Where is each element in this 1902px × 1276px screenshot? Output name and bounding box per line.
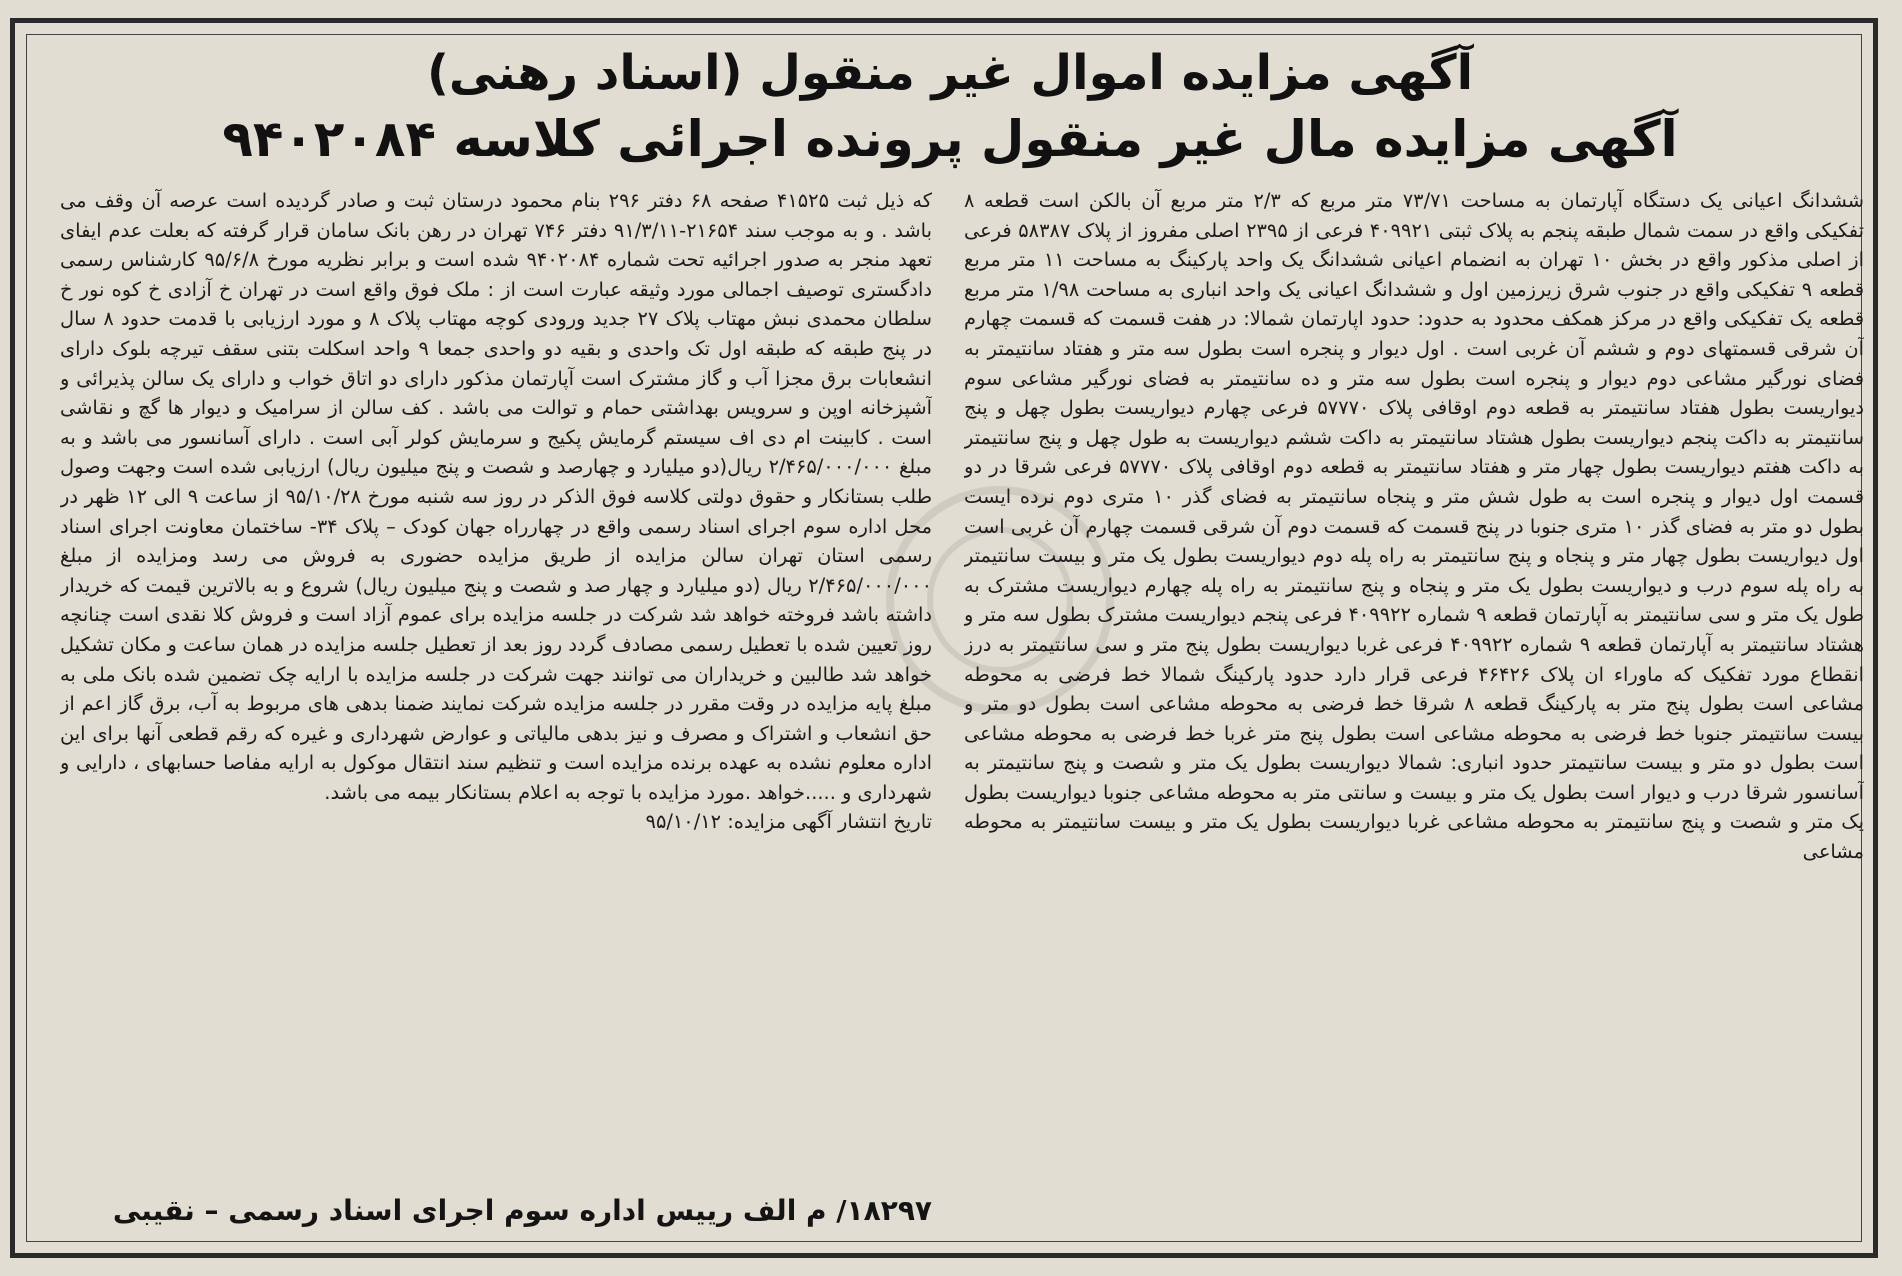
publish-date: تاریخ انتشار آگهی مزایده: ۹۵/۱۰/۱۲ <box>645 810 932 834</box>
right-text-column <box>964 186 1864 1216</box>
left-text-column <box>60 186 932 1216</box>
notice-title-line1: آگهی مزایده اموال غیر منقول (اسناد رهنی) <box>426 45 1474 101</box>
signature-line: ۱۸۲۹۷/ م الف رییس اداره سوم اجرای اسناد رسمی – نقیبی <box>112 1194 932 1227</box>
notice-title-line2: آگهی مزایده مال غیر منقول پرونده اجرائی کلاسه ۹۴۰۲۰۸۴ <box>222 110 1678 168</box>
property-boundaries-text: ششدانگ اعیانی یک دستگاه آپارتمان به مساحت ۷۳/۷۱ متر مربع که ۲/۳ متر مربع آن بالکن است قطعه ۸ تفکیکی واقع در سمت شمال طبقه پنجم به پلاک ثبتی ۴۰۹۹۲۱ فرعی از ۲۳۹۵ اصلی مفروز از پلاک ۵۸۳۸۷ فرعی از اصلی مذکور واقع در بخش ۱۰ تهران به انضمام اعیانی ششدانگ یک واحد پارکینگ به مساحت ۱۱ متر مربع قطعه ۹ تفکیکی واقع در جنوب شرق زیرزمین اول و ششدانگ اعیانی یک واحد انباری به مساحت ۱/۹۸ متر مربع قطعه یک تفکیکی واقع در مرکز همکف محدود به حدود: حدود اپارتمان شمالا: در هفت قسمت که قسمت چهارم آن شرقی قسمتهای دوم و ششم آن غربی است . اول دیوار و پنجره است بطول سه متر و هفتاد سانتیمتر به فضای نورگیر مشاعی دوم دیوار و پنجره است بطول سه متر و ده سانتیمتر به فضای نورگیر مشاعی سوم دیواریست بطول هفتاد سانتیمتر به قطعه دوم اوقافی پلاک ۵۷۷۷۰ فرعی چهارم دیواریست بطول چهل و پنج سانتیمتر به داکت پنجم دیواریست بطول هشتاد سانتیمتر به داکت ششم دیواریست به طول چهل و پنج سانتیمتر به داکت هفتم دیواریست بطول چهار متر و هفتاد سانتیمتر به قطعه دوم اوقافی پلاک ۵۷۷۷۰ فرعی شرقا در دو قسمت اول دیوار و پنجره است به طول شش متر و پنجاه سانتیمتر به فضای گذر ۱۰ متری دوم نرده ایست بطول دو متر به فضای گذر ۱۰ متری جنوبا در پنج قسمت که قسمت دوم آن شرقی قسمت چهارم آن غربی است اول دیواریست بطول چهار متر و پنجاه و پنج سانتیمتر به راه پله دوم دیواریست بطول یک متر و بیست سانتیمتر به راه پله سوم درب و دیواریست بطول یک متر و پنجاه و پنج سانتیمتر به راه پله چهارم دیواریست مشترک به طول یک متر و سی سانتیمتر به آپارتمان قطعه ۹ شماره ۴۰۹۹۲۲ فرعی پنجم دیواریست مشترک بطول سه متر و هشتاد سانتیمتر به آپارتمان قطعه ۹ شماره ۴۰۹۹۲۲ فرعی غربا دیواریست بطول پنج متر و سی سانتیمتر به درز انقطاع مورد تفکیک که ماوراء ان پلاک ۴۶۴۲۶ فرعی قرار دارد حدود پارکینگ شمالا خط فرضی به محوطه مشاعی است بطول پنج متر به پارکینگ قطعه ۸ شرقا خط فرضی به محوطه مشاعی است بطول دو متر و بیست سانتیمتر جنوبا خط فرضی به محوطه مشاعی است بطول پنج متر غربا خط فرضی به محوطه مشاعی است بطول دو متر و بیست سانتیمتر حدود انباری: شمالا دیواریست بطول یک متر و شصت و پنج سانتیمتر به آسانسور شرقا درب و دیوار است بطول یک متر و بیست و سانتی متر به محوطه مشاعی جنوبا دیواریست بطول یک متر و شصت و پنج سانتیمتر به محوطه مشاعی غربا دیواریست بطول یک متر و بیست سانتیمتر به محوطه مشاعی <box>964 189 1864 864</box>
auction-terms-text: که ذیل ثبت ۴۱۵۲۵ صفحه ۶۸ دفتر ۲۹۶ بنام محمود درستان ثبت و صادر گردیده است عرصه آن وقف می باشد . و به موجب سند ۲۱۶۵۴-۹۱/۳/۱۱ دفتر ۷۴۶ تهران در رهن بانک سامان قرار گرفته که بعلت عدم ایفای تعهد منجر به صدور اجرائیه تحت شماره ۹۴۰۲۰۸۴ شده است و برابر نظریه مورخ ۹۵/۶/۸ کارشناس رسمی دادگستری توصیف اجمالی مورد وثیقه عبارت است از : ملک فوق واقع است در تهران خ آزادی خ کوه نور خ سلطان محمدی نبش مهتاب پلاک ۲۷ جدید ورودی کوچه مهتاب پلاک ۸ و مورد ارزیابی با قدمت حدود ۸ سال در پنج طبقه که طبقه اول تک واحدی و بقیه دو واحدی جمعا ۹ واحد اسکلت بتنی سقف تیرچه بلوک دارای انشعابات برق مجزا آب و گاز مشترک است آپارتمان مذکور دارای دو اتاق خواب و دارای یک سالن پذیرائی و آشپزخانه اوپن و سرویس بهداشتی حمام و توالت می باشد . کف سالن از سرامیک و دیوار ها گچ و نقاشی است . کابینت ام دی اف سیستم گرمایش پکیج و سرمایش کولر آبی است . دارای آسانسور می باشد و به مبلغ ۲/۴۶۵/۰۰۰/۰۰۰ ریال(دو میلیارد و چهارصد و شصت و پنج میلیون ریال) ارزیابی شده است وجهت وصول طلب بستانکار و حقوق دولتی کلاسه فوق الذکر در روز سه شنبه مورخ ۹۵/۱۰/۲۸ از ساعت ۹ الی ۱۲ ظهر در محل اداره سوم اجرای اسناد رسمی واقع در چهارراه جهان کودک – پلاک ۳۴- ساختمان معاونت اجرای اسناد رسمی استان تهران سالن مزایده از طریق مزایده حضوری به فروش می رسد ومزایده از مبلغ ۲/۴۶۵/۰۰۰/۰۰۰ ریال (دو میلیارد و چهار صد و شصت و پنج میلیون ریال) شروع و به بالاترین قیمت که خریدار داشته باشد فروخته خواهد شد شرکت در جلسه مزایده برای عموم آزاد است و فروش کلا نقدی است چنانچه روز تعیین شده با تعطیل رسمی مصادف گردد روز بعد از تعطیل جلسه مزایده در همان ساعت و مکان تشکیل خواهد شد طالبین و خریداران می توانند جهت شرکت در جلسه مزایده با ارایه چک تضمین شده بانک ملی به مبلغ پایه مزایده در وقت مقرر در جلسه مزایده شرکت نمایند ضمنا بدهی های مربوط به آب، برق گاز اعم از حق انشعاب و اشتراک و مصرف و نیز بدهی مالیاتی و عوارض شهرداری و غیره که رقم قطعی آنها برای این اداره معلوم نشده به عهده برنده مزایده است و تنظیم سند انتقال موکول به ارایه مفاصا حسابهای ، دارایی و شهرداری و .....خواهد .مورد مزایده با توجه به اعلام بستانکار بیمه می باشد. <box>60 189 932 804</box>
notice-header <box>60 40 1840 172</box>
